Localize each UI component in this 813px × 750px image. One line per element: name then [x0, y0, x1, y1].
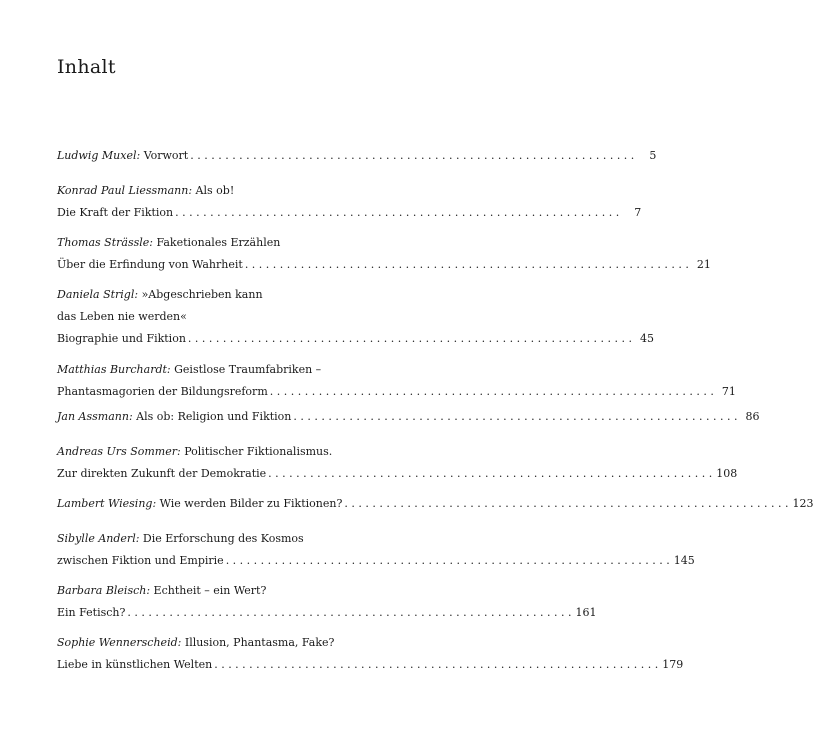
- toc-page-number: 86: [745, 410, 760, 423]
- toc-entry-text: [57, 406, 291, 428]
- toc-entry[interactable]: [57, 359, 736, 403]
- toc-entry-line: [57, 359, 382, 381]
- toc-entry-title: Als ob!: [195, 184, 235, 197]
- toc-entry-text: [57, 254, 243, 276]
- toc-entry-author: Thomas Strässle:: [57, 236, 153, 249]
- toc-entry-title: Biographie und Fiktion: [57, 332, 186, 345]
- toc-entry-title: Zur direkten Zukunft der Demokratie: [57, 467, 267, 480]
- toc-entry-title: Geistlose Traumfabriken –: [174, 363, 322, 376]
- toc-entry-title: Politischer Fiktionalismus.: [184, 445, 333, 458]
- toc-entry-text: [57, 580, 266, 602]
- toc-entry-text: [57, 463, 266, 485]
- toc-entry-line: [57, 463, 738, 485]
- toc-entry-line: [57, 284, 382, 306]
- toc-entry[interactable]: [57, 232, 711, 276]
- toc-page-number: 5: [649, 149, 657, 162]
- toc-entry[interactable]: [57, 284, 654, 350]
- toc-entry-line: [57, 145, 657, 167]
- toc-entry-text: [57, 441, 332, 463]
- dot-leader: [266, 463, 716, 485]
- toc-entry-text: [57, 381, 268, 403]
- toc-page-number: 123: [792, 497, 813, 510]
- toc-entry-line: [57, 381, 736, 403]
- toc-entry-line: [57, 602, 597, 624]
- toc-entry-title: Illusion, Phantasma, Fake?: [184, 636, 335, 649]
- toc-entry-author: Matthias Burchardt:: [57, 363, 171, 376]
- toc-entry-author: Sophie Wennerscheid:: [57, 636, 182, 649]
- toc-entry[interactable]: [57, 580, 597, 624]
- toc-entry-line: [57, 528, 382, 550]
- toc-entry-author: Daniela Strigl:: [57, 288, 139, 301]
- dot-leader: [243, 254, 693, 276]
- dot-leader: [342, 493, 792, 515]
- dot-leader: [268, 381, 718, 403]
- toc-page-number: 108: [716, 467, 738, 480]
- toc-entry-text: [57, 602, 125, 624]
- toc-entry-line: [57, 328, 654, 350]
- toc-entry-title: »Abgeschrieben kann: [141, 288, 263, 301]
- toc-entry-line: [57, 232, 382, 254]
- toc-entry-line: [57, 180, 382, 202]
- toc-entry-text: [57, 202, 173, 224]
- toc-entry-line: [57, 406, 760, 428]
- toc-entry-text: [57, 145, 188, 167]
- toc-entry-text: [57, 632, 334, 654]
- toc-entry-author: Konrad Paul Liessmann:: [57, 184, 193, 197]
- toc-entry[interactable]: [57, 441, 738, 485]
- toc-entry-title: Über die Erfindung von Wahrheit: [57, 258, 243, 271]
- toc-entry-line: [57, 254, 711, 276]
- toc-entry-text: [57, 284, 263, 306]
- toc-page-number: 161: [575, 606, 597, 619]
- toc-entry-author: Andreas Urs Sommer:: [57, 445, 181, 458]
- dot-leader: [186, 328, 636, 350]
- dot-leader: [125, 602, 575, 624]
- toc-entry[interactable]: [57, 406, 760, 428]
- toc-entry[interactable]: [57, 145, 657, 167]
- toc-entry-title: Vorwort: [143, 149, 189, 162]
- toc-entry-author: Jan Assmann:: [57, 410, 133, 423]
- toc-entry-title: Phantasmagorien der Bildungsreform: [57, 385, 268, 398]
- toc-page-number: 71: [721, 385, 736, 398]
- toc-entry-title: Wie werden Bilder zu Fiktionen?: [159, 497, 343, 510]
- toc-entry-line: [57, 493, 813, 515]
- toc-entry-title: zwischen Fiktion und Empirie: [57, 554, 224, 567]
- toc-entry-author: Lambert Wiesing:: [57, 497, 157, 510]
- toc-entry-author: Barbara Bleisch:: [57, 584, 151, 597]
- toc-entry-title: das Leben nie werden«: [57, 310, 187, 323]
- dot-leader: [291, 406, 741, 428]
- toc-entry-author: Sibylle Anderl:: [57, 532, 140, 545]
- toc-entry-line: [57, 654, 684, 676]
- toc-entry[interactable]: [57, 528, 695, 572]
- toc-page-number: 145: [673, 554, 695, 567]
- toc-entry-line: [57, 441, 382, 463]
- toc-entry-line: [57, 202, 642, 224]
- toc-page-number: 179: [662, 658, 684, 671]
- toc-entry-text: [57, 359, 321, 381]
- toc-page-number: 21: [696, 258, 711, 271]
- toc-entry-title: Ein Fetisch?: [57, 606, 126, 619]
- toc-entry-text: [57, 180, 234, 202]
- toc-page-number: 45: [639, 332, 654, 345]
- dot-leader: [224, 550, 674, 572]
- toc-entry-text: [57, 232, 280, 254]
- toc-entry-title: Die Kraft der Fiktion: [57, 206, 174, 219]
- toc-entry[interactable]: [57, 180, 642, 224]
- toc-entry-title: Faketionales Erzählen: [156, 236, 281, 249]
- toc-entry[interactable]: [57, 493, 813, 515]
- toc-entry-line: [57, 580, 382, 602]
- dot-leader: [173, 202, 623, 224]
- toc-entry-text: [57, 550, 224, 572]
- toc-entry-text: [57, 654, 212, 676]
- toc-entry-text: [57, 528, 304, 550]
- dot-leader: [188, 145, 638, 167]
- toc-entry-line: [57, 632, 382, 654]
- toc-entry-text: [57, 306, 187, 328]
- toc-entry-line: [57, 306, 382, 328]
- page-title: Inhalt: [57, 56, 116, 78]
- toc-entry-line: [57, 550, 695, 572]
- toc-entry-title: Die Erforschung des Kosmos: [142, 532, 304, 545]
- toc-entry-title: Als ob: Religion und Fiktion: [136, 410, 292, 423]
- toc-entry-text: [57, 328, 186, 350]
- toc-entry-title: Echtheit – ein Wert?: [153, 584, 267, 597]
- toc-page-number: 7: [634, 206, 642, 219]
- toc-entry-author: Ludwig Muxel:: [57, 149, 141, 162]
- toc-entry-text: [57, 493, 342, 515]
- toc-entry[interactable]: [57, 632, 684, 676]
- toc-entry-title: Liebe in künstlichen Welten: [57, 658, 213, 671]
- dot-leader: [212, 654, 662, 676]
